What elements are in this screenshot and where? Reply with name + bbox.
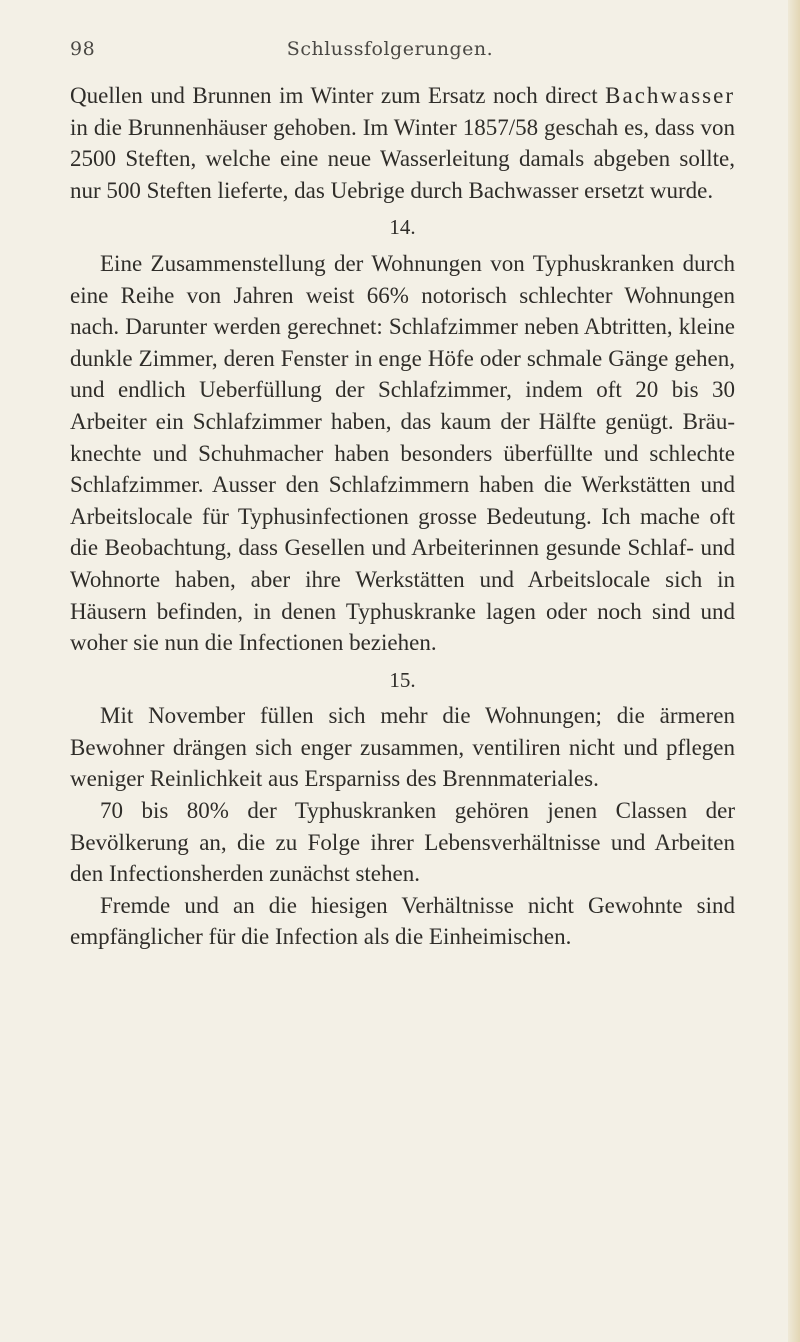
paragraph-15c: Fremde und an die hiesigen Verhältnisse nicht Gewohnte sind empfänglicher für die Infection als die Einheimischen. (70, 892, 735, 950)
p0-text-a: Quellen und Brunnen im Winter zum Ersatz noch direct (70, 83, 598, 108)
p0-spaced-word: Bachwasser (605, 83, 736, 108)
page-number: 98 (70, 38, 96, 60)
section-number-15: 15. (389, 667, 416, 692)
paragraph-14: Eine Zusammenstellung der Wohnungen von Typhuskranken durch eine Reihe von Jahren weist 66% notorisch schlechter Wohnungen nach. Darunter werden gerechnet: Schlafzimmer neben Abtritten, kleine dunkle Zimmer, deren Fenster in enge Höfe oder schmale Gänge gehen, und endlich Ueberfüllung der Schlafzimmer, indem oft 20 bis 30 Arbeiter ein Schlafzimmer haben, das kaum der Hälfte genügt. Bräuknechte und Schuhmacher haben besonders überfüllte und schlechte Schlafzimmer. Ausser den Schlafzimmern haben die Werkstätten und Arbeitslocale für Typhusinfectionen grosse Bedeutung. Ich mache oft die Beobachtung, dass Gesellen und Arbeiterinnen gesunde Schlaf- und Wohnorte haben, aber ihre Werkstätten und Arbeitslocale sich in Häusern befinden, in denen Typhuskranke lagen oder noch sind und woher sie nun die Infectionen beziehen. (70, 250, 735, 656)
p0-text-d: n, welche eine neue Wasserleitung damals abgeben sollte, nur 500 Steften lieferte, das Uebrige durch Bachwasser ersetzt wurde. (70, 146, 736, 203)
paragraph-15b: 70 bis 80% der Typhuskranken gehören jenen Classen der Bevölkerung an, die zu Folge ihrer Lebensverhältnisse und Arbeiten den Infectionsherden zunächst stehen. (70, 798, 735, 887)
section-number-14: 14. (389, 215, 416, 240)
p0-text-c: in die Brunnenhäuser gehoben. Im Winter 1857/58 geschah es, dass von 2500 Stefte (70, 114, 735, 172)
running-head: Schlussfolgerungen. (286, 38, 494, 60)
page-header (70, 38, 750, 68)
paragraph-continued (70, 80, 735, 206)
page-edge (788, 0, 800, 1342)
text-body (70, 80, 735, 953)
paragraph-15a: Mit November füllen sich mehr die Wohnungen; die ärmeren Bewohner drängen sich enger zusammen, ventiliren nicht und pflegen weniger Reinlichkeit aus Ersparniss des Brennmateriales. (70, 703, 735, 792)
